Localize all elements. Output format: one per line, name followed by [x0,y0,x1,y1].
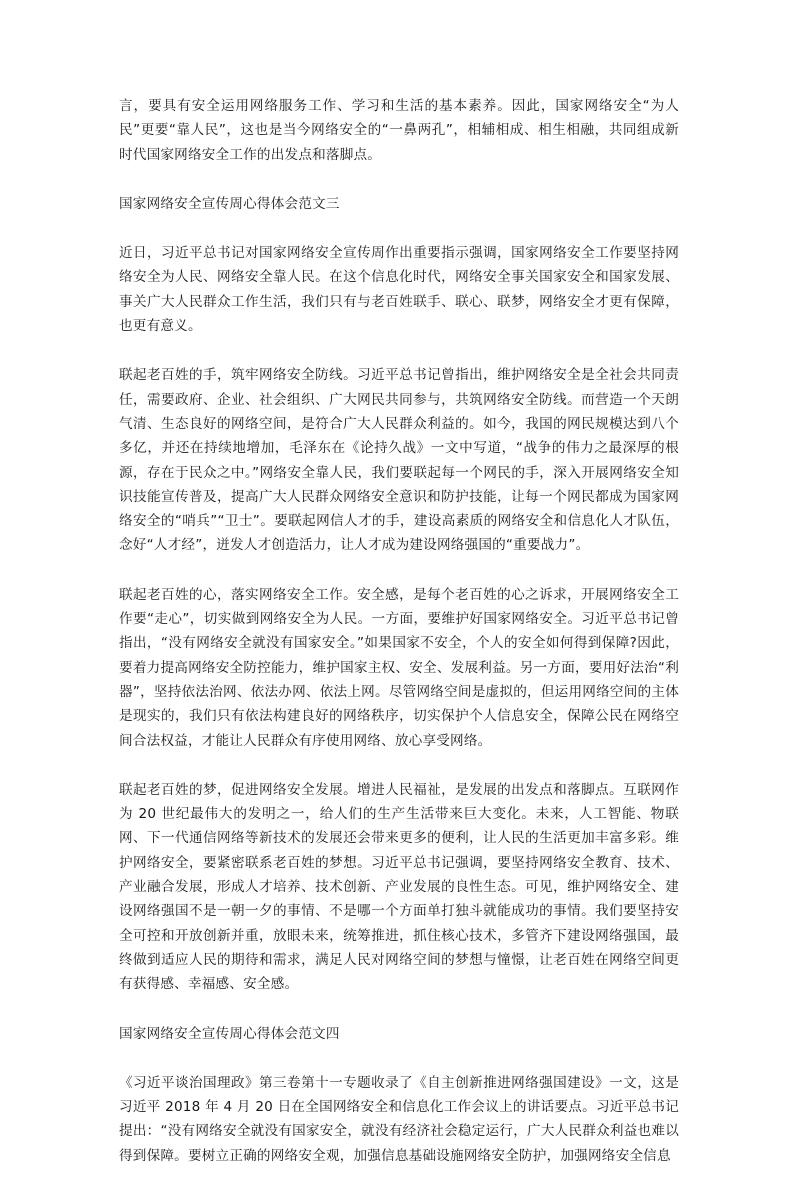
paragraph-intro-continuation: 言，要具有安全运用网络服务工作、学习和生活的基本素养。因此，国家网络安全“为人民”更要“靠人民”，这也是当今网络安全的“一鼻两孔”，相辅相成、相生相融，共同组成新时代国家网络安全工作的出发点和落脚点。 [119,98,679,163]
section-heading-essay-four: 国家网络安全宣传周心得体会范文四 [119,1025,340,1042]
section-heading-essay-three: 国家网络安全宣传周心得体会范文三 [119,195,340,212]
paragraph-essay-four-intro: 《习近平谈治国理政》第三卷第十一专题收录了《自主创新推进网络强国建设》一文，这是习近平 2018 年 4 月 20 日在全国网络安全和信息化工作会议上的讲话要点。习近平总书记提出：“没有网络安全就没有国家安全，就没有经济社会稳定运行，广大人民群众利益也难以得到保障。要树立正确的网络安全观，加强信息基础设施网络安全防护，加强网络安全信息 [119,1074,679,1164]
paragraph-dreams: 联起老百姓的梦，促进网络安全发展。增进人民福祉，是发展的出发点和落脚点。互联网作为 20 世纪最伟大的发明之一，给人们的生产生活带来巨大变化。未来，人工智能、物联网、下一代通信网络等新技术的发展还会带来更多的便利，让人民的生活更加丰富多彩。维护网络安全，要紧密联系老百姓的梦想。习近平总书记强调，要坚持网络安全教育、技术、产业融合发展，形成人才培养、技术创新、产业发展的良性生态。可见，维护网络安全、建设网络强国不是一朝一夕的事情、不是哪一个方面单打独斗就能成功的事情。我们要坚持安全可控和开放创新并重，放眼未来，统筹推进，抓住核心技术，多管齐下建设网络强国，最终做到适应人民的期待和需求，满足人民对网络空间的梦想与憧憬，让老百姓在网络空间更有获得感、幸福感、安全感。 [119,781,679,993]
document-page [119,94,679,1193]
paragraph-hearts: 联起老百姓的心，落实网络安全工作。安全感，是每个老百姓的心之诉求，开展网络安全工作要“走心”，切实做到网络安全为人民。一方面，要维护好国家网络安全。习近平总书记曾指出，“没有网络安全就没有国家安全。”如果国家不安全，个人的安全如何得到保障?因此，要着力提高网络安全防控能力，维护国家主权、安全、发展利益。另一方面，要用好法治“利器”，坚持依法治网、依法办网、依法上网。尽管网络空间是虚拟的，但运用网络空间的主体是现实的，我们只有依法构建良好的网络秩序，切实保护个人信息安全，保障公民在网络空间合法权益，才能让人民群众有序使用网络、放心享受网络。 [119,586,679,749]
paragraph-essay-three-intro: 近日，习近平总书记对国家网络安全宣传周作出重要指示强调，国家网络安全工作要坚持网络安全为人民、网络安全靠人民。在这个信息化时代，网络安全事关国家安全和国家发展、事关广大人民群众工作生活，我们只有与老百姓联手、联心、联梦，网络安全才更有保障，也更有意义。 [119,245,679,335]
paragraph-hands: 联起老百姓的手，筑牢网络安全防线。习近平总书记曾指出，维护网络安全是全社会共同责任，需要政府、企业、社会组织、广大网民共同参与，共筑网络安全防线。而营造一个天朗气清、生态良好的网络空间，是符合广大人民群众利益的。如今，我国的网民规模达到八个多亿，并还在持续地增加，毛泽东在《论持久战》一文中写道，“战争的伟力之最深厚的根源，存在于民众之中。”网络安全靠人民，我们要联起每一个网民的手，深入开展网络安全知识技能宣传普及，提高广大人民群众网络安全意识和防护技能，让每一个网民都成为国家网络安全的“哨兵”“卫士”。要联起网信人才的手，建设高素质的网络安全和信息化人才队伍，念好“人才经”，迸发人才创造活力，让人才成为建设网络强国的“重要战力”。 [119,367,679,554]
